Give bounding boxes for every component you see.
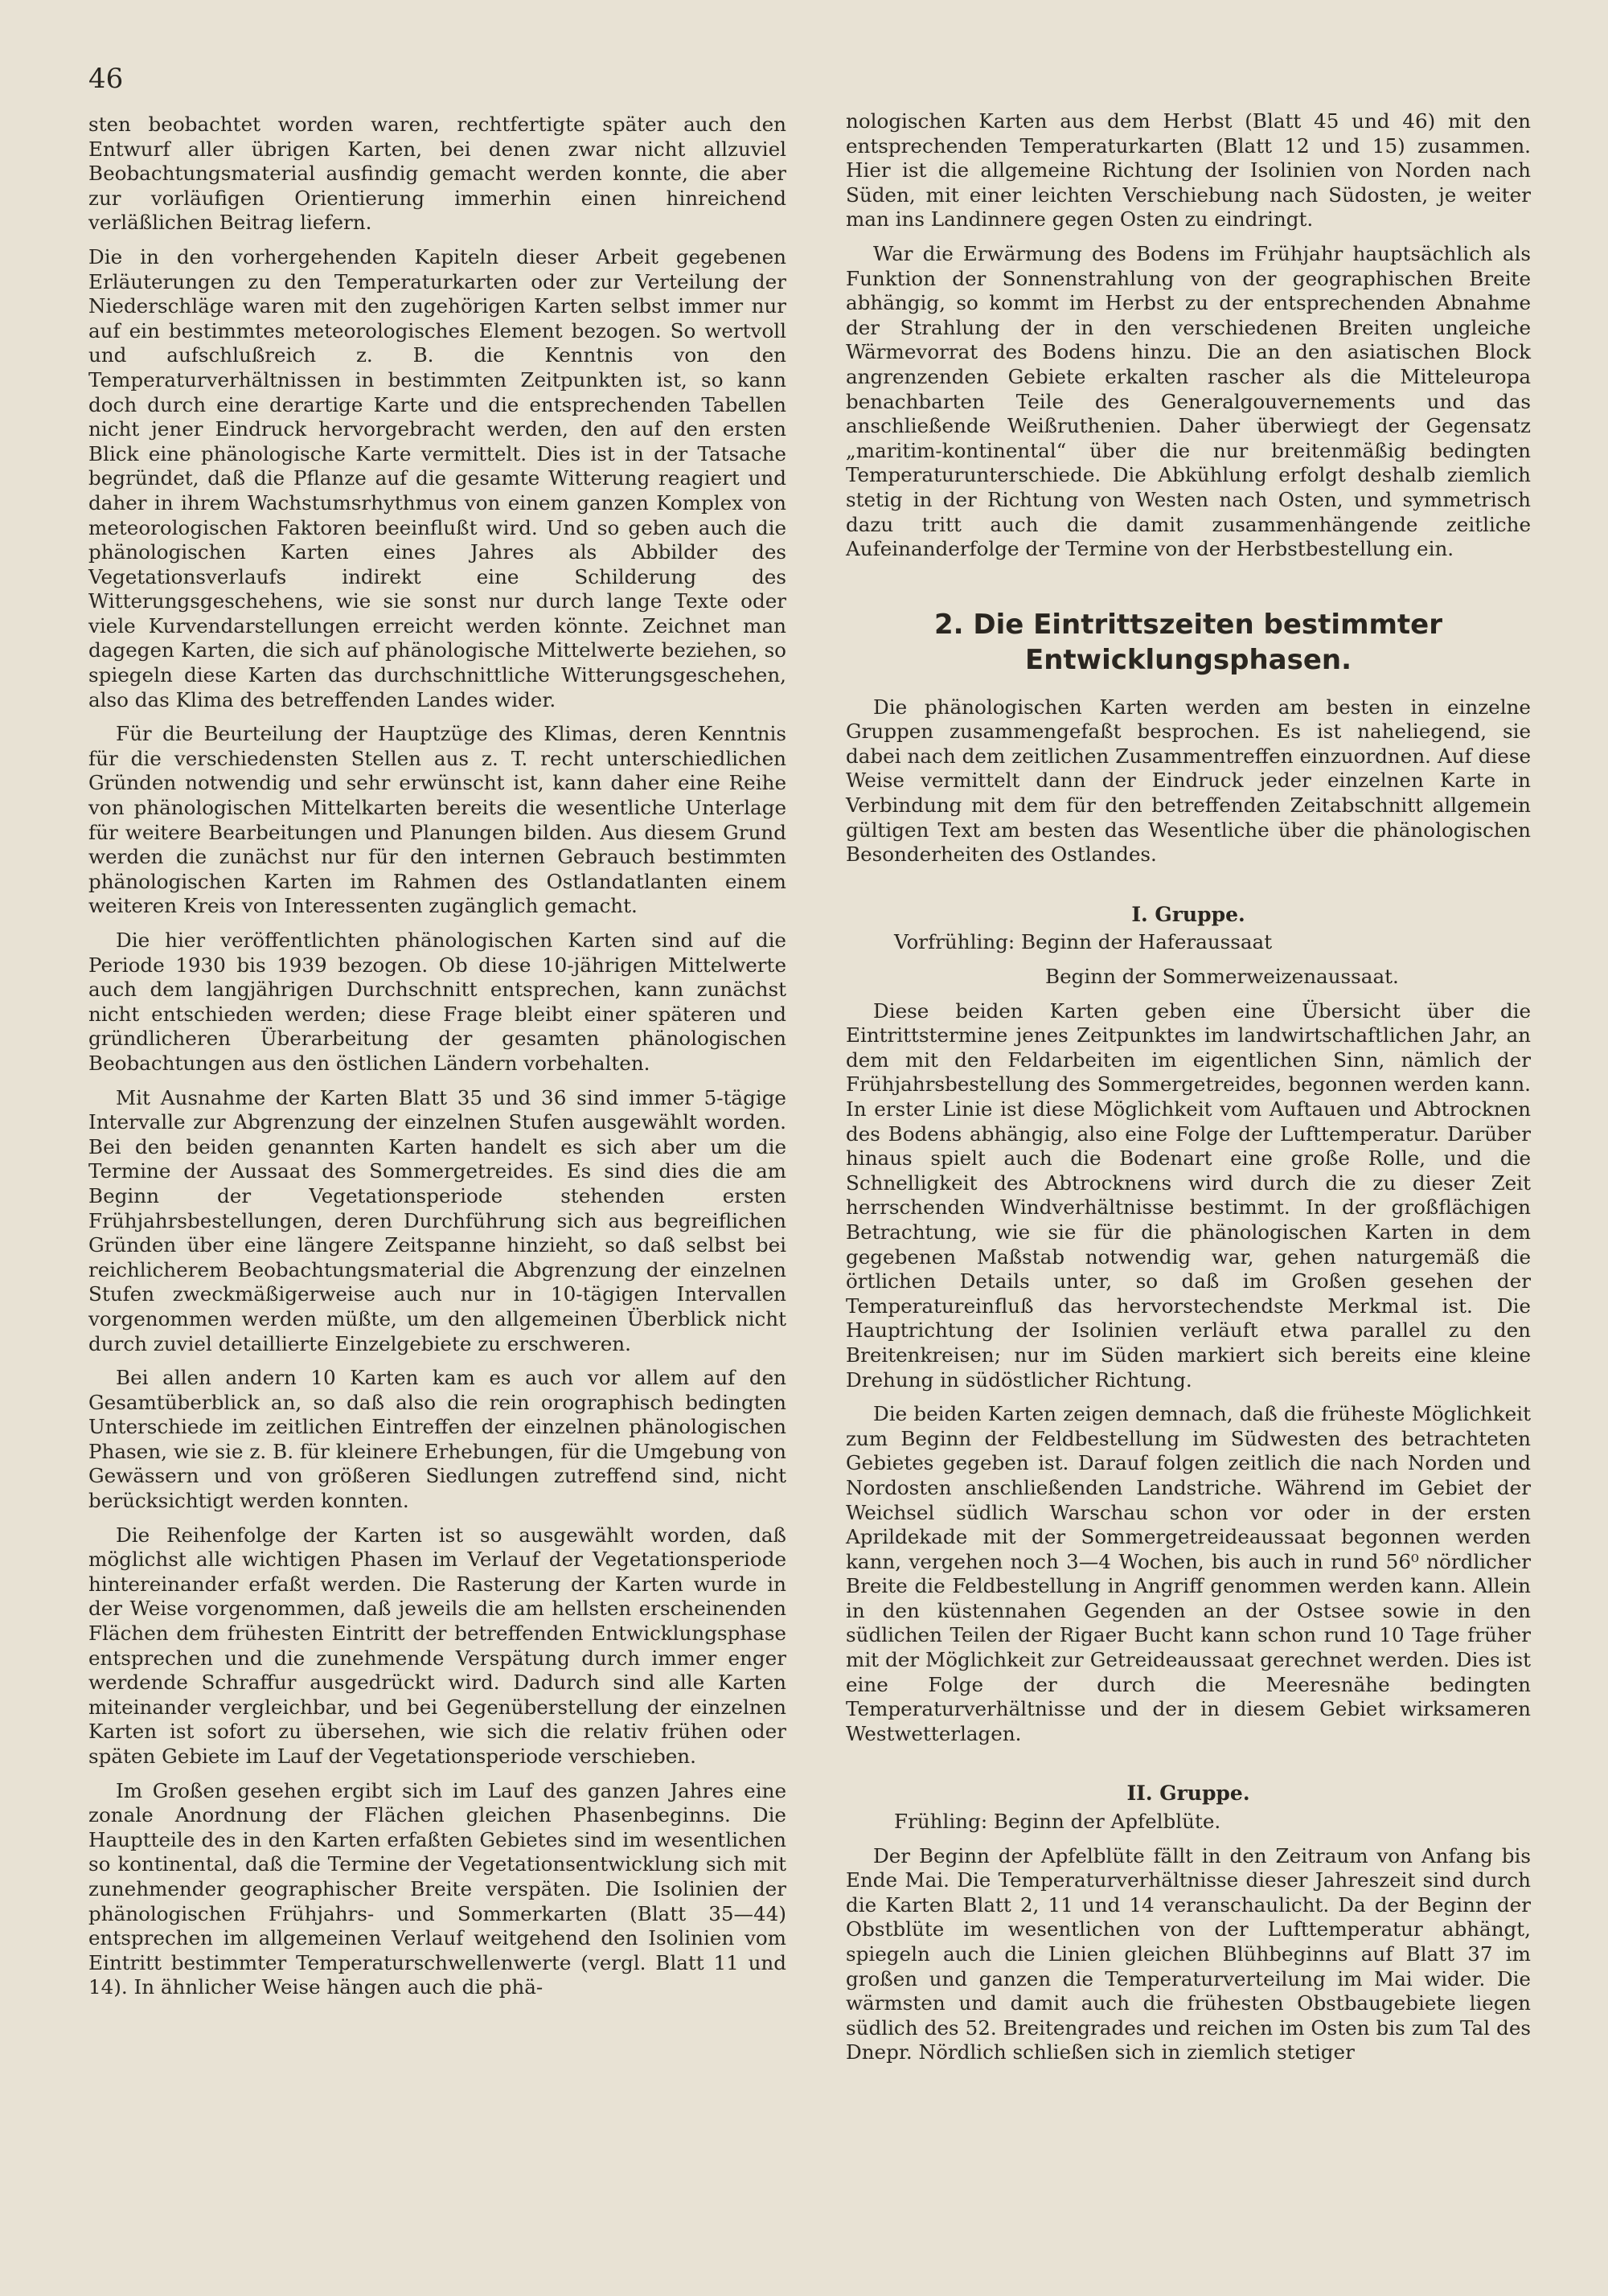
phase-line: Frühling: Beginn der Apfelblüte. <box>894 1810 1221 1834</box>
paragraph: Für die Beurteilung der Hauptzüge des Klimas, deren Kenntnis für die verschiedensten Stellen aus z. T. recht unterschiedlichen Gründen notwendig und sehr erwünscht ist, kann daher eine Reihe von phänologischen Mittelkarten bereits die wesentliche Unterlage für weitere Bearbeitungen und Planungen bilden. Aus diesem Grund werden die zunächst nur für den internen Gebrauch bestimmten phänologischen Karten im Rahmen des Ostlandatlanten einem weiteren Kreis von Interessenten zugänglich gemacht. <box>88 722 786 918</box>
paragraph: Der Beginn der Apfelblüte fällt in den Zeitraum von Anfang bis Ende Mai. Die Temperaturverhältnisse dieser Jahreszeit sind durch die Karten Blatt 2, 11 und 14 veranschaulicht. Da der Beginn der Obstblüte im wesentlichen von der Lufttemperatur abhängt, spiegeln auch die Linien gleichen Blühbeginns auf Blatt 37 im großen und ganzen die Temperaturverteilung im Mai wider. Die wärmsten und damit auch die frühesten Obstbaugebiete liegen südlich des 52. Breitengrades und reichen im Osten bis zum Tal des Dnepr. Nördlich schließen sich in ziemlich stetiger <box>846 1843 1531 2064</box>
paragraph: War die Erwärmung des Bodens im Frühjahr hauptsächlich als Funktion der Sonnenstrahlung von der geographischen Breite abhängig, so kommt im Herbst zu der entsprechenden Abnahme der Strahlung der in den verschiedenen Breiten ungleiche Wärmevorrat des Bodens hinzu. Die an den asiatischen Block angrenzenden Gebiete erkalten rascher als die Mitteleuropa benachbarten Teile des Generalgouvernements und das anschließende Weißruthenien. Daher überwiegt der Gegensatz „maritim-kontinental“ über die nur breitenmäßig bedingten Temperaturunterschiede. Die Abkühlung erfolgt deshalb ziemlich stetig in der Richtung von Westen nach Osten, und symmetrisch dazu tritt auch die damit zusammenhängende zeitliche Aufeinanderfolge der Termine von der Herbstbestellung ein. <box>846 241 1531 561</box>
paragraph: Mit Ausnahme der Karten Blatt 35 und 36 sind immer 5-tägige Intervalle zur Abgrenzung der einzelnen Stufen ausgewählt worden. Bei den beiden genannten Karten handelt es sich aber um die Termine der Aussaat des Sommergetreides. Es sind dies die am Beginn der Vegetationsperiode stehenden ersten Frühjahrsbestellungen, deren Durchführung sich aus begreiflichen Gründen über eine längere Zeitspanne hinzieht, so daß selbst bei reichlicherem Beobachtungsmaterial die Abgrenzung der einzelnen Stufen zweckmäßigerweise auch nur in 10-tägigen Intervallen vorgenommen werden müßte, um den allgemeinen Überblick nicht durch zuviel detaillierte Einzelgebiete zu erschweren. <box>88 1085 786 1355</box>
paragraph: Diese beiden Karten geben eine Übersicht über die Eintrittstermine jenes Zeitpunktes im landwirtschaftlichen Jahr, an dem mit den Feldarbeiten im eigentlichen Sinn, nämlich der Frühjahrsbestellung des Sommergetreides, begonnen werden kann. In erster Linie ist diese Möglichkeit vom Auftauen und Abtrocknen des Bodens abhängig, also eine Folge der Lufttemperatur. Darüber hinaus spielt auch die Bodenart eine große Rolle, und die Schnelligkeit des Abtrocknens wird durch die zu dieser Zeit herrschenden Windverhältnisse bestimmt. In der großflächigen Betrachtung, wie sie für die phänologischen Karten in dem gegebenen Maßstab notwendig war, gehen naturgemäß die örtlichen Details unter, so daß im Großen gesehen der Temperatureinfluß das hervorstechendste Merkmal ist. Die Hauptrichtung der Isolinien verläuft etwa parallel zu den Breitenkreisen; nur im Süden markiert sich bereits eine kleine Drehung in südöstlicher Richtung. <box>846 998 1531 1392</box>
paragraph: nologischen Karten aus dem Herbst (Blatt 45 und 46) mit den entsprechenden Temperaturkarten (Blatt 12 und 15) zusammen. Hier ist die allgemeine Richtung der Isolinien von Norden nach Süden, mit einer leichten Verschiebung nach Südosten, je weiter man ins Landinnere gegen Osten zu eindringt. <box>846 109 1531 232</box>
page-number: 46 <box>88 63 124 95</box>
left-column <box>88 113 786 2010</box>
group-heading-1: I. Gruppe. <box>1131 902 1245 926</box>
paragraph: sten beobachtet worden waren, rechtfertigte später auch den Entwurf aller übrigen Karten, bei denen zwar nicht allzuviel Beobachtungsmaterial ausfindig gemacht werden konnte, die aber zur vorläufigen Orientierung immerhin einen hinreichend verläßlichen Beitrag liefern. <box>88 113 786 235</box>
paragraph: Die in den vorhergehenden Kapiteln dieser Arbeit gegebenen Erläuterungen zu den Temperaturkarten oder zur Verteilung der Niederschläge waren mit den zugehörigen Karten selbst immer nur auf ein bestimmtes meteorologisches Element bezogen. So wertvoll und aufschlußreich z. B. die Kenntnis von den Temperaturverhältnissen in bestimmten Zeitpunkten ist, so kann doch durch eine derartige Karte und die entsprechenden Tabellen nicht jener Eindruck hervorgebracht werden, den auf den ersten Blick eine phänologische Karte vermittelt. Dies ist in der Tatsache begründet, daß die Pflanze auf die gesamte Witterung reagiert und daher in ihrem Wachstumsrhythmus von einem ganzen Komplex von meteorologischen Faktoren beeinflußt wird. Und so geben auch die phänologischen Karten eines Jahres als Abbilder des Vegetationsverlaufs indirekt eine Schilderung des Witterungsgeschehens, wie sie sonst nur durch lange Texte oder viele Kurvendarstellungen erreicht werden könnte. Zeichnet man dagegen Karten, die sich auf phänologische Mittelwerte beziehen, so spiegeln diese Karten das durchschnittliche Witterungsgeschehen, also das Klima des betreffenden Landes wider. <box>88 244 786 711</box>
phase-line: Vorfrühling: Beginn der Haferaussaat <box>894 930 1273 954</box>
group-heading-2: II. Gruppe. <box>1126 1781 1250 1806</box>
section-heading: 2. Die Eintrittszeiten bestimmter Entwicklungsphasen. <box>933 608 1443 676</box>
paragraph: Die beiden Karten zeigen demnach, daß die früheste Möglichkeit zum Beginn der Feldbestellung im Südwesten des betrachteten Gebietes gegeben ist. Darauf folgen zeitlich die nach Norden und Nordosten anschließenden Landstriche. Während im Gebiet der Weichsel südlich Warschau schon vor oder in der ersten Aprildekade mit der Sommergetreideaussaat begonnen werden kann, vergehen noch 3—4 Wochen, bis auch in rund 56⁰ nördlicher Breite die Feldbestellung in Angriff genommen werden kann. Allein in den küstennahen Gegenden an der Ostsee sowie in den südlichen Teilen der Rigaer Bucht kann schon rund 10 Tage früher mit der Möglichkeit zur Getreideaussaat gerechnet werden. Dies ist eine Folge der durch die Meeresnähe bedingten Temperaturverhältnisse und der in diesem Gebiet wirksameren Westwetterlagen. <box>846 1402 1531 1745</box>
phase-block-1 <box>846 930 1531 989</box>
right-column <box>846 109 1531 2075</box>
paragraph: Bei allen andern 10 Karten kam es auch vor allem auf den Gesamtüberblick an, so daß also die rein orographisch bedingten Unterschiede im zeitlichen Eintreffen der einzelnen phänologischen Phasen, wie sie z. B. für kleinere Erhebungen, für die Umgebung von Gewässern und von größeren Siedlungen zutreffend sind, nicht berücksichtigt werden konnten. <box>88 1366 786 1513</box>
paragraph: Die Reihenfolge der Karten ist so ausgewählt worden, daß möglichst alle wichtigen Phasen im Verlauf der Vegetationsperiode hintereinander erfaßt werden. Die Rasterung der Karten wurde in der Weise vorgenommen, daß jeweils die am hellsten erscheinenden Flächen dem frühesten Eintritt der betreffenden Entwicklungsphase entsprechen und die zunehmende Verspätung durch immer enger werdende Schraffur ausgedrückt wird. Dadurch sind alle Karten miteinander vergleichbar, und bei Gegenüberstellung der einzelnen Karten ist sofort zu übersehen, wie sich die relativ frühen oder späten Gebiete im Lauf der Vegetationsperiode verschieben. <box>88 1523 786 1768</box>
paragraph: Im Großen gesehen ergibt sich im Lauf des ganzen Jahres eine zonale Anordnung der Flächen gleichen Phasenbeginns. Die Hauptteile des in den Karten erfaßten Gebietes sind im wesentlichen so kontinental, daß die Termine der Vegetationsentwicklung sich mit zunehmender geographischer Breite verspäten. Die Isolinien der phänologischen Frühjahrs- und Sommerkarten (Blatt 35—44) entsprechen im allgemeinen Verlauf weitgehend den Isolinien vom Eintritt bestimmter Temperaturschwellenwerte (vergl. Blatt 11 und 14). In ähnlicher Weise hängen auch die phä- <box>88 1778 786 1999</box>
phase-line: Beginn der Sommerweizenaussaat. <box>1045 965 1399 989</box>
section-intro: Die phänologischen Karten werden am besten in einzelne Gruppen zusammengefaßt besprochen. Es ist naheliegend, sie dabei nach dem zeitlichen Zusammentreffen einzuordnen. Auf diese Weise vermittelt dann der Eindruck jeder einzelnen Karte in Verbindung mit dem für den betreffenden Zeitabschnitt allgemein gültigen Text am besten das Wesentliche über die phänologischen Besonderheiten des Ostlandes. <box>846 695 1531 867</box>
paragraph: Die hier veröffentlichten phänologischen Karten sind auf die Periode 1930 bis 1939 bezogen. Ob diese 10-jährigen Mittelwerte auch dem langjährigen Durchschnitt entsprechen, kann zunächst nicht entschieden werden; diese Frage bleibt einer späteren und gründlicheren Überarbeitung der gesamten phänologischen Beobachtungen aus den östlichen Ländern vorbehalten. <box>88 929 786 1075</box>
